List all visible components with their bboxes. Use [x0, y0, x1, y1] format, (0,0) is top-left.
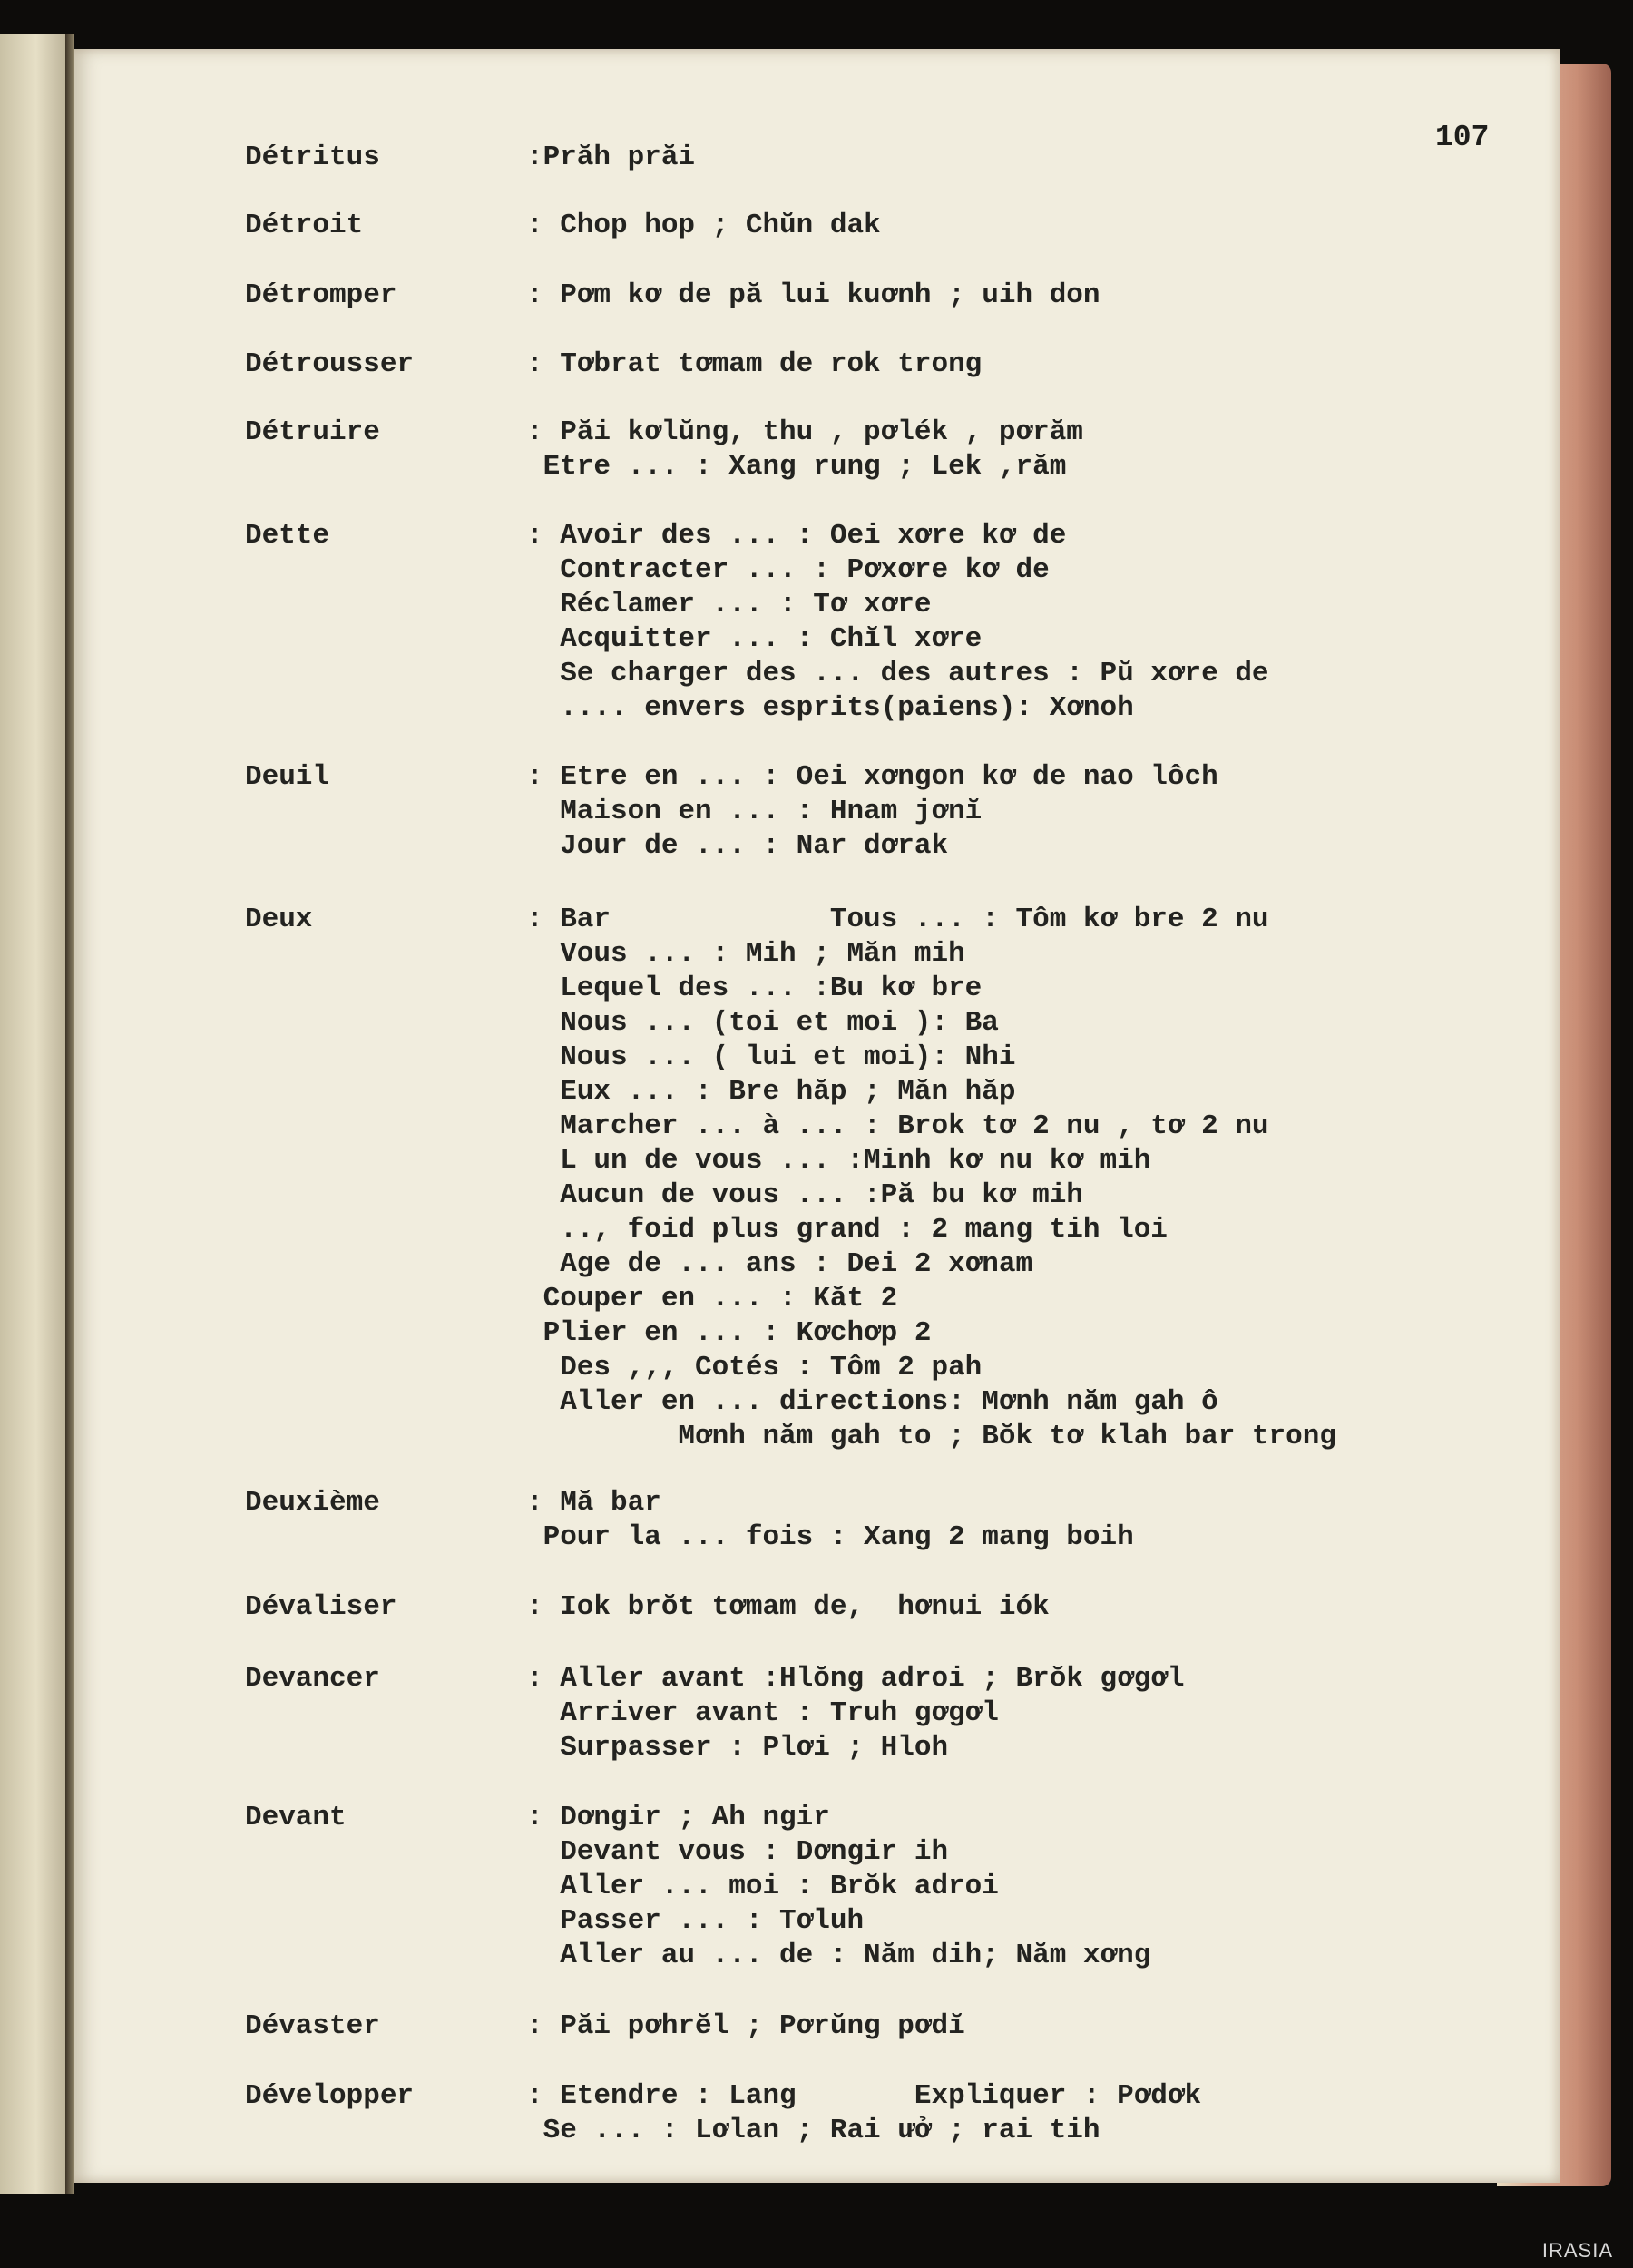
- entry-gloss: [526, 1486, 1134, 1555]
- gloss-line: : Iok brŏt tơmam de, hơnui iók: [526, 1591, 1050, 1623]
- entry-headword: Détrousser: [245, 348, 415, 380]
- gloss-line: : Chop hop ; Chŭn dak: [526, 210, 881, 241]
- gloss-line: : Etendre : Lang Expliquer : Pơdơk: [526, 2080, 1202, 2112]
- gloss-line: : Dơngir ; Ah ngir: [526, 1802, 830, 1833]
- entry-gloss: [526, 2009, 965, 2044]
- gloss-line: Aller au ... de : Năm dih; Năm xơng: [526, 1940, 1151, 1971]
- entry-gloss: [526, 1662, 1185, 1765]
- gloss-line: Nous ... (toi et moi ): Ba: [526, 1007, 999, 1039]
- left-page-edge: [0, 34, 65, 2194]
- watermark: IRASIA: [1541, 2239, 1613, 2262]
- gloss-line: : Păi pơhrĕl ; Pơrŭng pơdĭ: [526, 2010, 965, 2042]
- entry-gloss: [526, 209, 881, 243]
- entry-gloss: [526, 1590, 1050, 1625]
- gloss-line: Vous ... : Mih ; Măn mih: [526, 938, 965, 970]
- gloss-line: : Pơm kơ de pă lui kuơnh ; uih don: [526, 279, 1100, 311]
- gloss-line: : Bar Tous ... : Tôm kơ bre 2 nu: [526, 904, 1269, 935]
- entry-headword: Devant: [245, 1802, 347, 1833]
- entry-gloss: [526, 903, 1336, 1454]
- gloss-line: Acquitter ... : Chĭl xơre: [526, 623, 983, 655]
- entry-headword: Développer: [245, 2080, 415, 2112]
- gloss-line: L un de vous ... :Minh kơ nu kơ mih: [526, 1145, 1151, 1177]
- gloss-line: Devant vous : Dơngir ih: [526, 1836, 949, 1868]
- gloss-line: : Mă bar: [526, 1487, 661, 1519]
- entry-headword: Deuil: [245, 761, 330, 793]
- entry-gloss: [526, 141, 695, 175]
- entry-gloss: [526, 347, 982, 382]
- entry-gloss: [526, 760, 1218, 864]
- gloss-line: Eux ... : Bre hăp ; Măn hăp: [526, 1076, 1016, 1108]
- entry-headword: Détromper: [245, 279, 397, 311]
- gloss-line: : Etre en ... : Oei xơngon kơ de nao lôch: [526, 761, 1218, 793]
- gloss-line: Contracter ... : Pơxơre kơ de: [526, 554, 1050, 586]
- gloss-line: Lequel des ... :Bu kơ bre: [526, 973, 983, 1004]
- gloss-line: Passer ... : Tơluh: [526, 1905, 865, 1937]
- gloss-line: Réclamer ... : Tơ xơre: [526, 589, 932, 621]
- gloss-line: : Tơbrat tơmam de rok trong: [526, 348, 983, 380]
- gloss-line: Etre ... : Xang rung ; Lek ,răm: [526, 451, 1067, 483]
- gloss-line: :Prăh prăi: [526, 142, 696, 173]
- gloss-line: Marcher ... à ... : Brok tơ 2 nu , tơ 2 nu: [526, 1110, 1269, 1142]
- entry-headword: Détritus: [245, 142, 380, 173]
- page-number: 107: [1435, 121, 1490, 154]
- gloss-line: Jour de ... : Nar dơrak: [526, 830, 949, 862]
- gloss-line: Aucun de vous ... :Pă bu kơ mih: [526, 1179, 1083, 1211]
- gloss-line: Plier en ... : Kơchơp 2: [526, 1317, 932, 1349]
- gloss-line: Aller ... moi : Brŏk adroi: [526, 1871, 999, 1902]
- gloss-line: .... envers esprits(paiens): Xơnoh: [526, 692, 1134, 724]
- gloss-line: : Avoir des ... : Oei xơre kơ de: [526, 520, 1067, 552]
- gloss-line: Couper en ... : Kăt 2: [526, 1283, 898, 1315]
- gloss-line: Pour la ... fois : Xang 2 mang boih: [526, 1521, 1134, 1553]
- entry-headword: Devancer: [245, 1663, 380, 1695]
- gloss-line: Nous ... ( lui et moi): Nhi: [526, 1041, 1016, 1073]
- gloss-line: Age de ... ans : Dei 2 xơnam: [526, 1248, 1033, 1280]
- entry-gloss: [526, 279, 1100, 313]
- entry-headword: Dette: [245, 520, 330, 552]
- gloss-line: Se ... : Lơlan ; Rai ưở ; rai tih: [526, 2115, 1100, 2146]
- entry-headword: Deux: [245, 904, 313, 935]
- entry-gloss: [526, 2079, 1201, 2148]
- gloss-line: Maison en ... : Hnam jơnĭ: [526, 796, 983, 827]
- book-binding: [65, 34, 74, 2194]
- gloss-line: Des ,,, Cotés : Tôm 2 pah: [526, 1352, 983, 1383]
- entry-headword: Deuxième: [245, 1487, 380, 1519]
- entry-gloss: [526, 519, 1269, 726]
- gloss-line: : Păi kơlŭng, thu , pơlék , pơrăm: [526, 416, 1083, 448]
- gloss-line: Surpasser : Plơi ; Hloh: [526, 1732, 949, 1764]
- entry-gloss: [526, 1801, 1150, 1973]
- gloss-line: : Aller avant :Hlŏng adroi ; Brŏk gơgơl: [526, 1663, 1185, 1695]
- gloss-line: Arriver avant : Truh gơgơl: [526, 1697, 999, 1729]
- entry-headword: Détroit: [245, 210, 364, 241]
- gloss-line: Se charger des ... des autres : Pŭ xơre de: [526, 658, 1269, 689]
- entry-headword: Dévaster: [245, 2010, 380, 2042]
- entry-headword: Dévaliser: [245, 1591, 397, 1623]
- gloss-line: Aller en ... directions: Mơnh năm gah ô: [526, 1386, 1218, 1418]
- entry-headword: Détruire: [245, 416, 380, 448]
- gloss-line: .., foid plus grand : 2 mang tih loi: [526, 1214, 1168, 1246]
- entry-gloss: [526, 415, 1083, 484]
- gloss-line: Mơnh năm gah to ; Bŏk tơ klah bar trong: [526, 1421, 1336, 1452]
